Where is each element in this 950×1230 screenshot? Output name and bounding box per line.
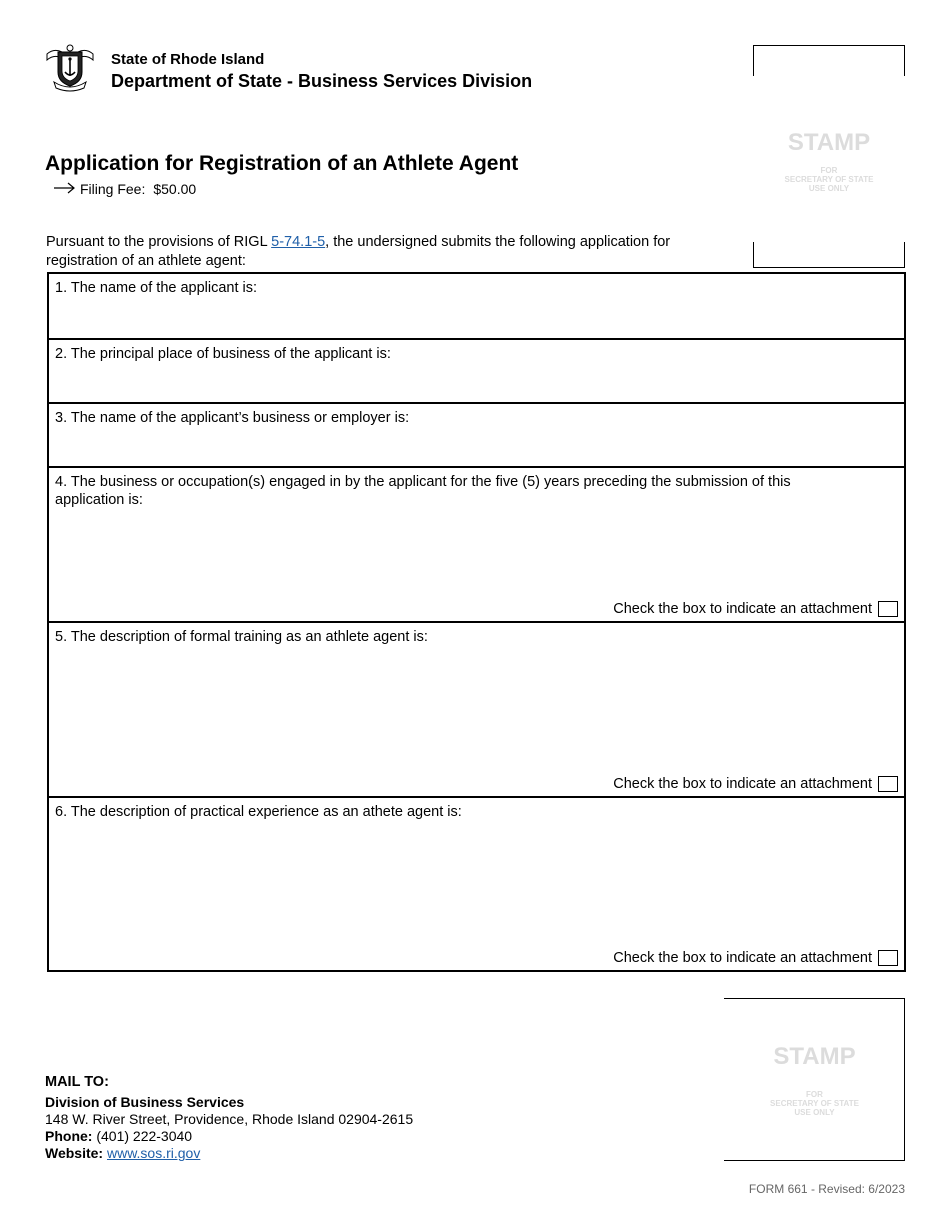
row-label: 4. The business or occupation(s) engaged in by the applicant for the five (5) years preceding the submission of this application is: <box>55 474 791 508</box>
arrow-right-icon <box>54 181 76 197</box>
phone-value: (401) 222-3040 <box>96 1128 193 1144</box>
attachment-checkbox[interactable] <box>878 601 898 617</box>
rigl-link[interactable]: 5-74.1-5 <box>271 234 326 250</box>
form-row-6[interactable] <box>49 796 904 970</box>
form-row-2[interactable] <box>49 338 904 402</box>
header-department: Department of State - Business Services Division <box>111 71 533 91</box>
website-label: Website: <box>45 1145 104 1161</box>
header-state: State of Rhode Island <box>111 51 265 68</box>
mail-address: 148 W. River Street, Providence, Rhode Island 02904-2615 <box>45 1111 414 1127</box>
page-title: Application for Registration of an Athlete Agent <box>45 152 519 175</box>
stamp-sub-1: FOR <box>820 166 838 175</box>
stamp-sub-3: USE ONLY <box>794 1108 835 1117</box>
row-label: 2. The principal place of business of the applicant is: <box>55 346 391 362</box>
state-seal-icon <box>44 44 96 92</box>
form-row-1[interactable] <box>49 274 904 338</box>
row-label: 1. The name of the applicant is: <box>55 280 258 296</box>
stamp-sub-2: SECRETARY OF STATE <box>770 1099 859 1108</box>
form-number: FORM 661 - Revised: 6/2023 <box>748 1182 905 1196</box>
stamp-box-bottom <box>724 998 905 1161</box>
mail-phone-line <box>45 1128 413 1145</box>
filing-fee <box>54 181 196 197</box>
attachment-indicator <box>613 776 898 792</box>
mail-heading: MAIL TO: <box>45 1074 109 1090</box>
application-form-table <box>47 272 906 972</box>
stamp-label: STAMP <box>787 129 871 156</box>
form-row-5[interactable] <box>49 621 904 796</box>
mail-website-line <box>45 1145 413 1162</box>
mail-division: Division of Business Services <box>45 1094 245 1110</box>
stamp-box-top <box>753 45 905 268</box>
attachment-label: Check the box to indicate an attachment <box>613 950 872 966</box>
attachment-label: Check the box to indicate an attachment <box>613 776 872 792</box>
form-row-4[interactable] <box>49 466 904 621</box>
intro-text <box>46 233 736 271</box>
row-label: 6. The description of practical experience as an athete agent is: <box>55 804 462 820</box>
phone-label: Phone: <box>45 1128 93 1144</box>
stamp-label: STAMP <box>773 1043 856 1070</box>
attachment-indicator <box>613 601 898 617</box>
mail-to-block <box>45 1074 413 1162</box>
attachment-indicator <box>613 950 898 966</box>
filing-fee-label: Filing Fee: <box>80 181 146 197</box>
attachment-checkbox[interactable] <box>878 776 898 792</box>
stamp-sub-3: USE ONLY <box>808 184 850 193</box>
row-label: 5. The description of formal training as an athlete agent is: <box>55 629 428 645</box>
row-label: 3. The name of the applicant’s business or employer is: <box>55 410 410 426</box>
stamp-sub-2: SECRETARY OF STATE <box>784 175 874 184</box>
attachment-label: Check the box to indicate an attachment <box>613 601 872 617</box>
attachment-checkbox[interactable] <box>878 950 898 966</box>
intro-after: , the undersigned submits the following application for registration of an athlete agent: <box>46 234 671 269</box>
stamp-sub-1: FOR <box>806 1090 823 1099</box>
website-link[interactable]: www.sos.ri.gov <box>106 1145 201 1161</box>
intro-before: Pursuant to the provisions of RIGL <box>46 234 272 250</box>
form-row-3[interactable] <box>49 402 904 466</box>
filing-fee-amount: $50.00 <box>153 181 197 197</box>
